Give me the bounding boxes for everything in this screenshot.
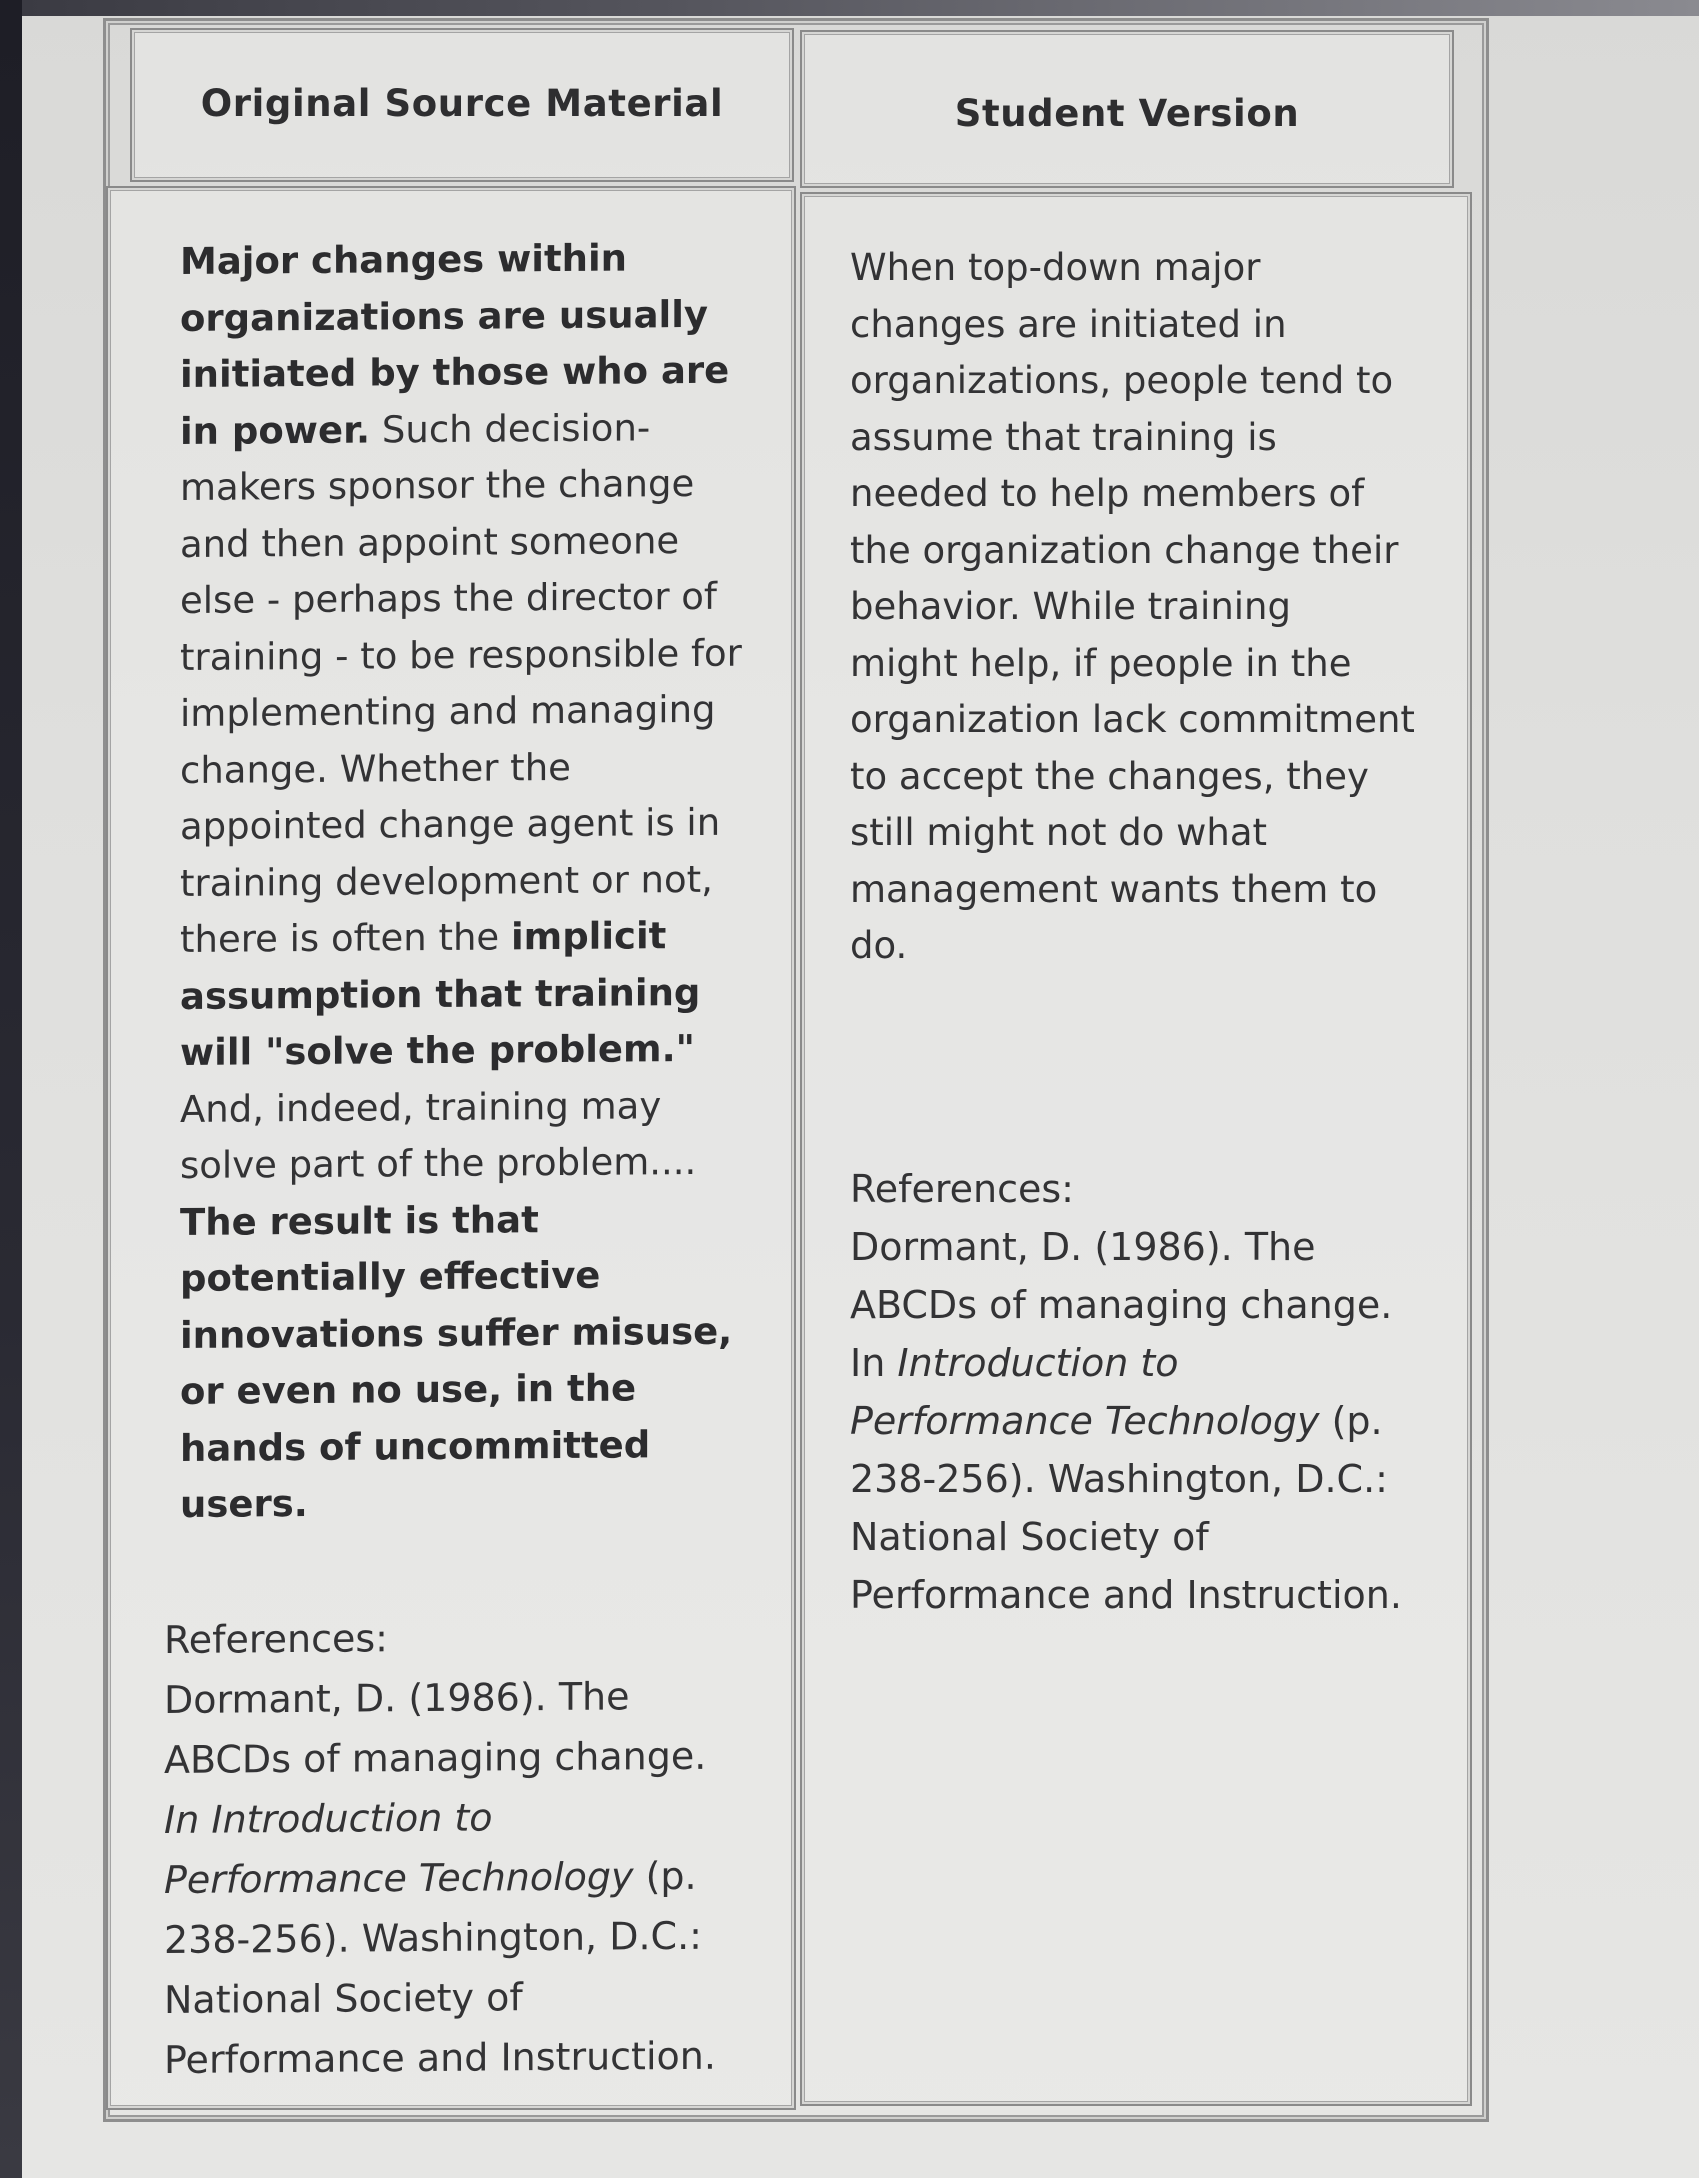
text-line [850,1392,1402,1450]
text-line [850,1334,1402,1392]
text-run: else - perhaps the director of [180,574,717,622]
text-run: 238-256). Washington, D.C.: [164,1913,702,1962]
text-line [180,1077,742,1138]
bold-text-run: in power. [180,408,371,453]
text-run: change. Whether the [180,745,571,792]
original-passage [180,230,742,1534]
text-run: Such decision- [370,405,651,452]
bold-text-run: innovations suffer misuse, [180,1309,733,1357]
text-run: management wants them to [850,867,1378,911]
text-line [180,399,742,460]
text-run: 238-256). Washington, D.C.: [850,1457,1388,1501]
header-cell-original [130,28,794,182]
bold-text-run: users. [180,1481,308,1526]
text-line [180,1303,742,1364]
text-run: References: [850,1167,1074,1211]
bold-text-run: will "solve the problem." [180,1026,695,1074]
text-run: still might not do what [850,811,1268,854]
text-line [180,625,742,686]
text-line [180,456,742,517]
text-run: Dormant, D. (1986). The [850,1225,1316,1269]
italic-text-run: Introduction to [897,1341,1179,1385]
text-line [850,240,1415,297]
text-line [850,410,1415,467]
text-line [850,1508,1402,1566]
text-run: When top-down major [850,246,1261,289]
text-line [164,1966,716,2030]
bold-text-run: The result is that [180,1197,539,1244]
text-line [850,1276,1402,1334]
text-line [180,286,742,347]
text-line [180,964,742,1025]
text-run: References: [164,1616,388,1662]
bold-text-run: organizations are usually [180,292,709,340]
text-line [180,1416,742,1477]
text-run: In [850,1341,898,1385]
text-line [180,1190,742,1251]
text-line [180,569,742,630]
text-run: might help, if people in the [850,641,1352,685]
text-run: And, indeed, training may [180,1083,662,1131]
text-line [180,1021,742,1082]
text-run: implementing and managing [180,687,716,735]
text-line [850,523,1415,580]
text-line [850,297,1415,354]
text-line [850,579,1415,636]
text-line [180,738,742,799]
text-run: (p. [633,1853,697,1899]
student-version-cell [800,192,1472,2106]
text-line [164,2026,716,2090]
text-line [164,1666,716,1730]
text-line [180,343,742,404]
text-line [164,1606,716,1670]
text-line [164,1906,716,1970]
text-run: there is often the [180,915,511,961]
text-line [180,512,742,573]
text-run: organization lack commitment [850,698,1415,741]
text-line [850,862,1415,919]
header-student-version: Student Version [954,92,1300,135]
text-run: (p. [1319,1399,1383,1443]
text-run: ABCDs of managing change. [164,1733,707,1782]
italic-text-run: In Introduction to [164,1795,493,1842]
text-line [180,1134,742,1195]
text-run: assume that training is [850,415,1277,459]
text-run: training - to be responsible for [180,631,742,679]
text-line [850,749,1415,806]
bold-text-run: assumption that training [180,970,701,1018]
bold-text-run: Major changes within [180,236,627,283]
text-line [850,1160,1402,1218]
text-line [164,1726,716,1790]
text-run: Performance and Instruction. [164,2033,716,2082]
screen-bezel-left [0,0,22,2178]
text-line [850,1566,1402,1624]
text-line [850,805,1415,862]
text-run: to accept the changes, they [850,754,1369,798]
text-line [180,1473,742,1534]
text-run: changes are initiated in [850,302,1287,346]
text-line [180,908,742,969]
text-line [164,1846,716,1910]
text-line [850,1218,1402,1276]
text-run: solve part of the problem.... [180,1139,697,1187]
header-original-source: Original Source Material [200,82,724,125]
text-run: ABCDs of managing change. [850,1283,1393,1327]
text-line [850,692,1415,749]
bold-text-run: initiated by those who are [180,348,730,396]
text-line [180,851,742,912]
text-line [850,353,1415,410]
bold-text-run: potentially effective [180,1253,601,1300]
text-line [164,1786,716,1850]
text-line [850,918,1415,975]
text-run: training development or not, [180,857,713,905]
header-cell-student [800,30,1454,188]
original-source-cell [106,186,796,2110]
text-line [850,1450,1402,1508]
text-line [850,636,1415,693]
italic-text-run: Performance Technology [850,1399,1320,1443]
bold-text-run: implicit [510,914,667,959]
text-line [850,466,1415,523]
text-run: the organization change their [850,528,1399,572]
text-run: National Society of [850,1515,1209,1559]
text-run: behavior. While training [850,585,1291,628]
original-references [164,1606,716,2090]
text-run: Performance and Instruction. [850,1573,1402,1617]
student-references [850,1160,1402,1624]
student-passage [850,240,1415,975]
text-run: makers sponsor the change [180,461,695,509]
bold-text-run: or even no use, in the [180,1366,637,1413]
text-run: National Society of [164,1975,523,2022]
text-run: needed to help members of [850,472,1365,515]
text-line [180,1247,742,1308]
bold-text-run: hands of uncommitted [180,1422,651,1470]
text-run: Dormant, D. (1986). The [164,1674,630,1722]
text-line [180,682,742,743]
text-run: and then appoint someone [180,518,680,566]
text-line [180,795,742,856]
text-run: do. [850,924,908,967]
screen-bezel-top [0,0,1699,16]
text-run: appointed change agent is in [180,800,721,848]
text-line [180,1360,742,1421]
text-line [180,230,742,291]
text-run: organizations, people tend to [850,359,1394,402]
italic-text-run: Performance Technology [164,1854,634,1902]
